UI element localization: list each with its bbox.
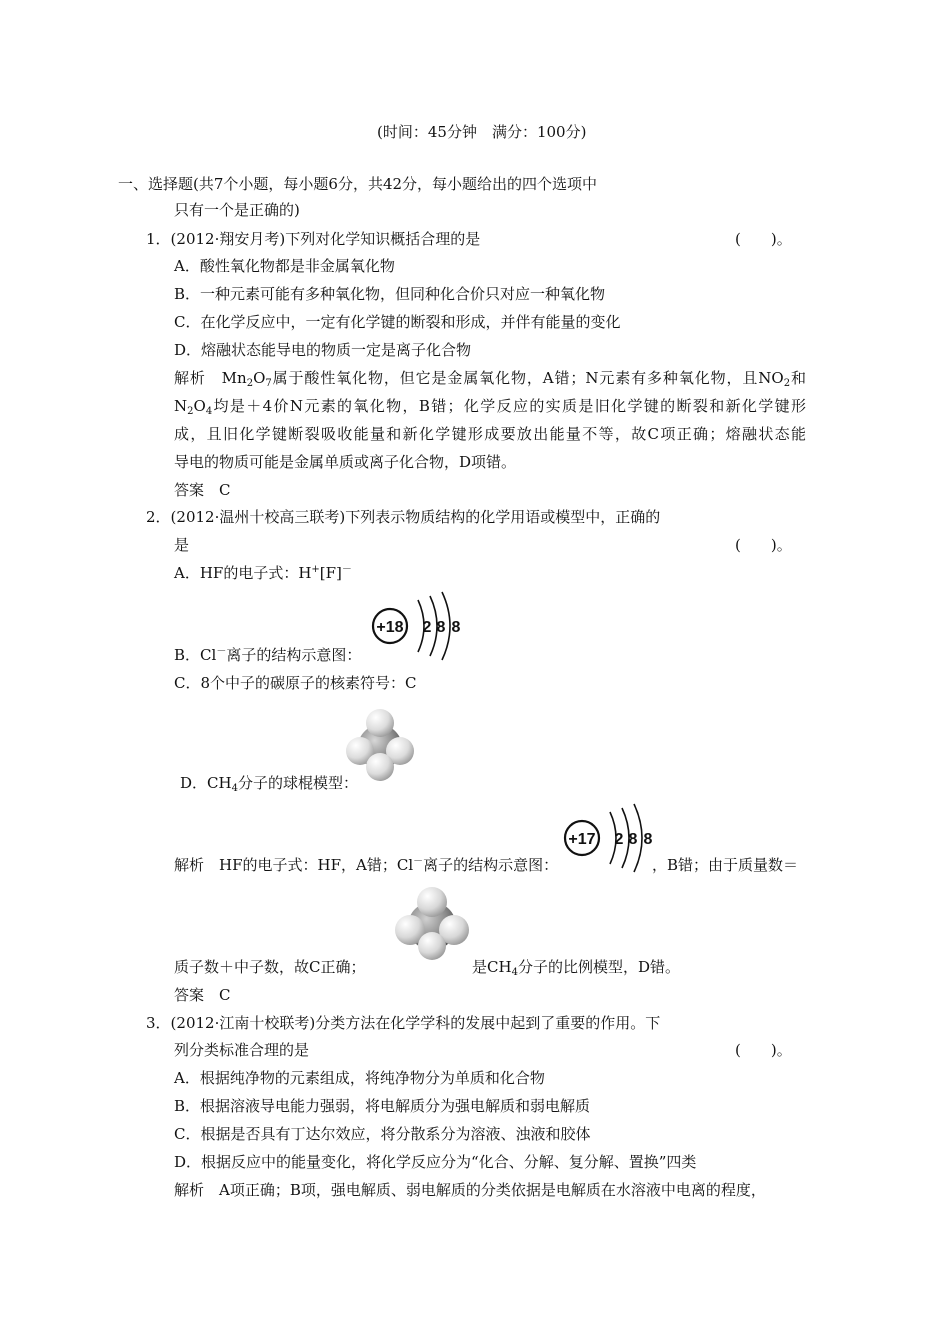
q3-option-d: D．根据反应中的能量变化，将化学反应分为“化合、分解、复分解、置换”四类 (174, 1153, 697, 1171)
q2-stem-line2: 是 (174, 536, 190, 554)
shell-1-count: 2 (614, 831, 624, 848)
q2-explanation-line2: 质子数＋中子数，故C正确； (174, 958, 366, 976)
q1-stem: 1．(2012·翔安月考)下列对化学知识概括合理的是 (146, 230, 481, 248)
q2-explanation-line1-tail: ，B错；由于质量数＝ (652, 856, 799, 874)
time-score-header: (时间：45分钟 满分：100分) (377, 123, 587, 141)
q1-option-b: B．一种元素可能有多种氧化物，但同种化合价只对应一种氧化物 (174, 285, 606, 303)
shell-1-count: 2 (422, 619, 432, 636)
q1-explanation-line1: 解析 $Mn_2O_7$属于酸性氧化物，但它是金属氧化物，A错；N元素有多种氧化物，且$NO_2$和 (174, 369, 806, 389)
nucleus-charge: +17 (568, 831, 596, 848)
shell-2-count: 8 (628, 831, 638, 848)
q2-option-b: B．Cl－离子的结构示意图： (174, 646, 362, 664)
explanation-label: 解析 (174, 369, 206, 387)
explanation-label: 解析 (174, 856, 205, 874)
explanation-label: 解析 (174, 1181, 205, 1199)
q1-explanation-line2: $N_2O_4$均是＋4价N元素的氧化物，B错；化学反应的实质是旧化学键的断裂和新化学键形 (174, 397, 806, 417)
q2-answer: 答案 C (174, 986, 231, 1004)
q3-answer-blank: ( )。 (735, 1041, 792, 1059)
shell-3-count: 8 (451, 619, 461, 636)
q1-answer: 答案 C (174, 481, 231, 499)
q1-answer-blank: ( )。 (735, 230, 792, 248)
section-title-line2: 只有一个是正确的) (174, 201, 300, 219)
q1-explanation-line3: 成，且旧化学键断裂吸收能量和新化学键形成要放出能量不等，故C项正确；熔融状态能 (174, 425, 806, 443)
q2-option-c: C．8个中子的碳原子的核素符号：C (174, 674, 417, 692)
q1-option-d: D．熔融状态能导电的物质一定是离子化合物 (174, 341, 472, 359)
q2-stem-line1: 2．(2012·温州十校高三联考)下列表示物质结构的化学用语或模型中，正确的 (146, 508, 661, 526)
q2-option-d: D．$CH_4$分子的球棍模型： (180, 774, 358, 794)
q3-option-b: B．根据溶液导电能力强弱，将电解质分为强电解质和弱电解质 (174, 1097, 591, 1115)
section-title-line1: 一、选择题(共7个小题，每小题6分，共42分，每小题给出的四个选项中 (118, 175, 598, 193)
q3-explanation-line1: 解析 A项正确；B项，强电解质、弱电解质的分类依据是电解质在水溶液中电离的程度， (174, 1181, 766, 1199)
nucleus-charge: +18 (376, 619, 404, 636)
cl-ion-structure-diagram-explanation (562, 802, 662, 872)
q1-option-a: A．酸性氧化物都是非金属氧化物 (174, 257, 395, 275)
q2-explanation-line1: 解析 HF的电子式：HF，A错；Cl－离子的结构示意图： (174, 856, 559, 874)
cl-ion-structure-diagram (370, 590, 470, 660)
q2-option-a: A．HF的电子式：H+[F]－ (174, 564, 352, 582)
shell-3-count: 8 (643, 831, 653, 848)
q3-option-c: C．根据是否具有丁达尔效应，将分散系分为溶液、浊液和胶体 (174, 1125, 591, 1143)
shell-2-count: 8 (436, 619, 446, 636)
q3-stem-line1: 3．(2012·江南十校联考)分类方法在化学学科的发展中起到了重要的作用。下 (146, 1014, 661, 1032)
q2-answer-blank: ( )。 (735, 536, 792, 554)
ch4-space-filling-model (392, 882, 472, 962)
q1-option-c: C．在化学反应中，一定有化学键的断裂和形成，并伴有能量的变化 (174, 313, 621, 331)
q3-option-a: A．根据纯净物的元素组成，将纯净物分为单质和化合物 (174, 1069, 545, 1087)
q3-stem-line2: 列分类标准合理的是 (174, 1041, 310, 1059)
q2-explanation-line2-tail: 是$CH_4$分子的比例模型，D错。 (472, 958, 680, 978)
q1-explanation-line4: 导电的物质可能是金属单质或离子化合物，D项错。 (174, 453, 517, 471)
